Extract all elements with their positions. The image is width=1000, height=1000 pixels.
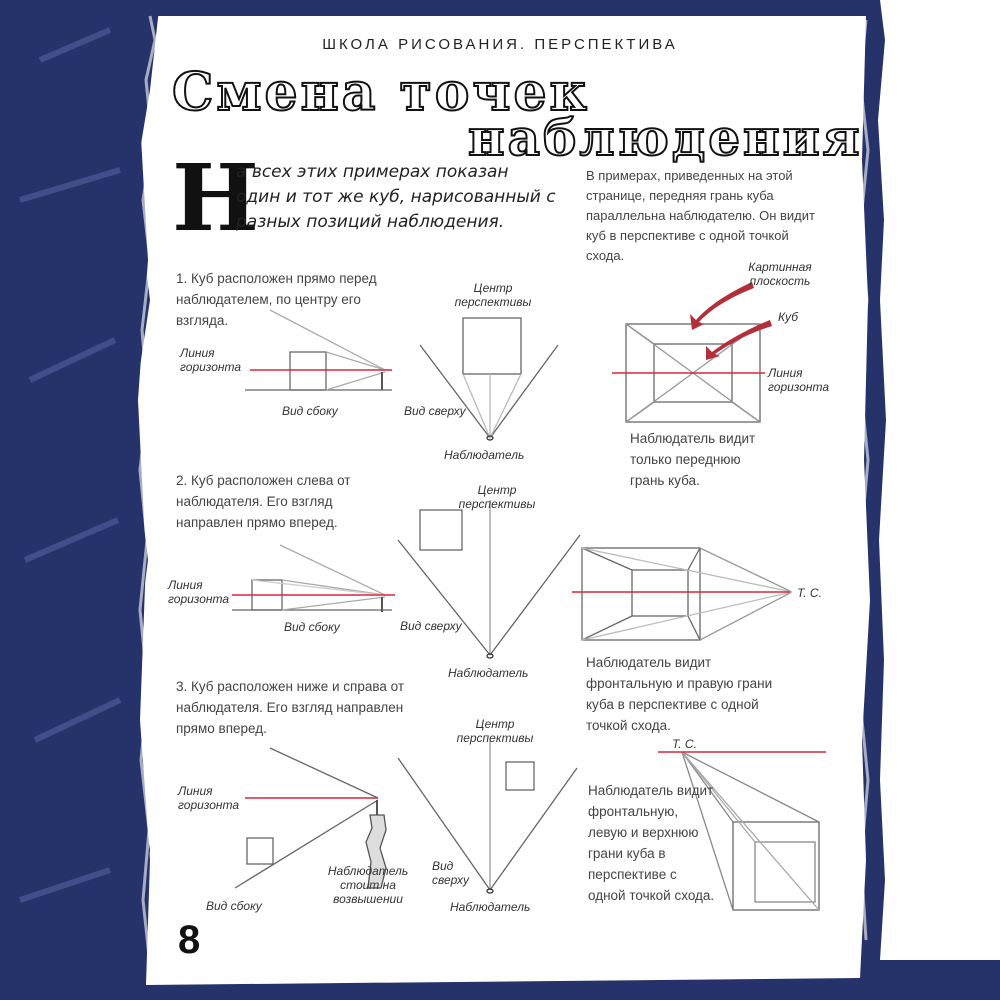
example-1-horizon-label: Линия горизонта [180, 346, 242, 374]
example-3-caption: Наблюдатель видит фронтальную, левую и верхнюю грани куба в перспективе с одной точкой схода. [588, 783, 715, 903]
picture-plane-label: Картинная плоскость [748, 260, 812, 288]
example-2-horizon-label: Линия горизонта [168, 578, 230, 606]
example-1-side-view-label: Вид сбоку [282, 404, 338, 418]
page-title-line-2: наблюдения [468, 108, 863, 167]
example-1-horizon-right-label: Линия горизонта [768, 366, 830, 394]
example-1-center-label: Центр перспективы [454, 281, 532, 309]
example-2-caption: Наблюдатель видит фронтальную и правую грани куба в перспективе с одной точкой схода. [586, 655, 773, 733]
cube-label: Куб [778, 310, 798, 324]
example-1-top-view-label: Вид сверху [404, 404, 466, 418]
example-2-text: 2. Куб расположен слева от наблюдателя. Его взгляд направлен прямо вперед. [176, 473, 351, 530]
example-3-horizon-label: Линия горизонта [178, 784, 240, 812]
page-title-line-1: Смена точек [172, 62, 591, 123]
example-3-vanishing-point-label: Т. С. [672, 737, 697, 751]
example-3-top-view-label: Вид сверху [432, 859, 469, 887]
example-2-observer-label: Наблюдатель [448, 666, 529, 680]
example-2-vanishing-point-label: Т. С. [797, 586, 822, 600]
page-number: 8 [178, 918, 201, 962]
side-note: В примерах, приведенных на этой странице, передняя грань куба параллельна наблюдателю. Он видит куб в перспективе с одной точкой схода. [586, 168, 815, 263]
intro-text: а всех этих примерах показан один и тот же куб, нарисованный с разных позиций наблюдения. [236, 162, 556, 232]
example-2-side-view-label: Вид сбоку [284, 620, 340, 634]
example-1-text: 1. Куб расположен прямо перед наблюдателем, по центру его взгляда. [176, 271, 377, 328]
observer-elevated-label: Наблюдатель стоит на возвышении [327, 864, 409, 906]
example-1-caption: Наблюдатель видит только переднюю грань куба. [630, 431, 756, 488]
drop-cap: Н [172, 144, 259, 252]
example-1-observer-label: Наблюдатель [444, 448, 525, 462]
example-3-text: 3. Куб расположен ниже и справа от наблюдателя. Его взгляд направлен прямо вперед. [176, 679, 405, 736]
example-2-center-label: Центр перспективы [458, 483, 536, 511]
example-2-top-view-label: Вид сверху [400, 619, 462, 633]
example-3-center-label: Центр перспективы [456, 717, 534, 745]
example-3-side-view-label: Вид сбоку [206, 899, 262, 913]
section-header: ШКОЛА РИСОВАНИЯ. ПЕРСПЕКТИВА [322, 36, 678, 53]
example-3-observer-label: Наблюдатель [450, 900, 531, 914]
